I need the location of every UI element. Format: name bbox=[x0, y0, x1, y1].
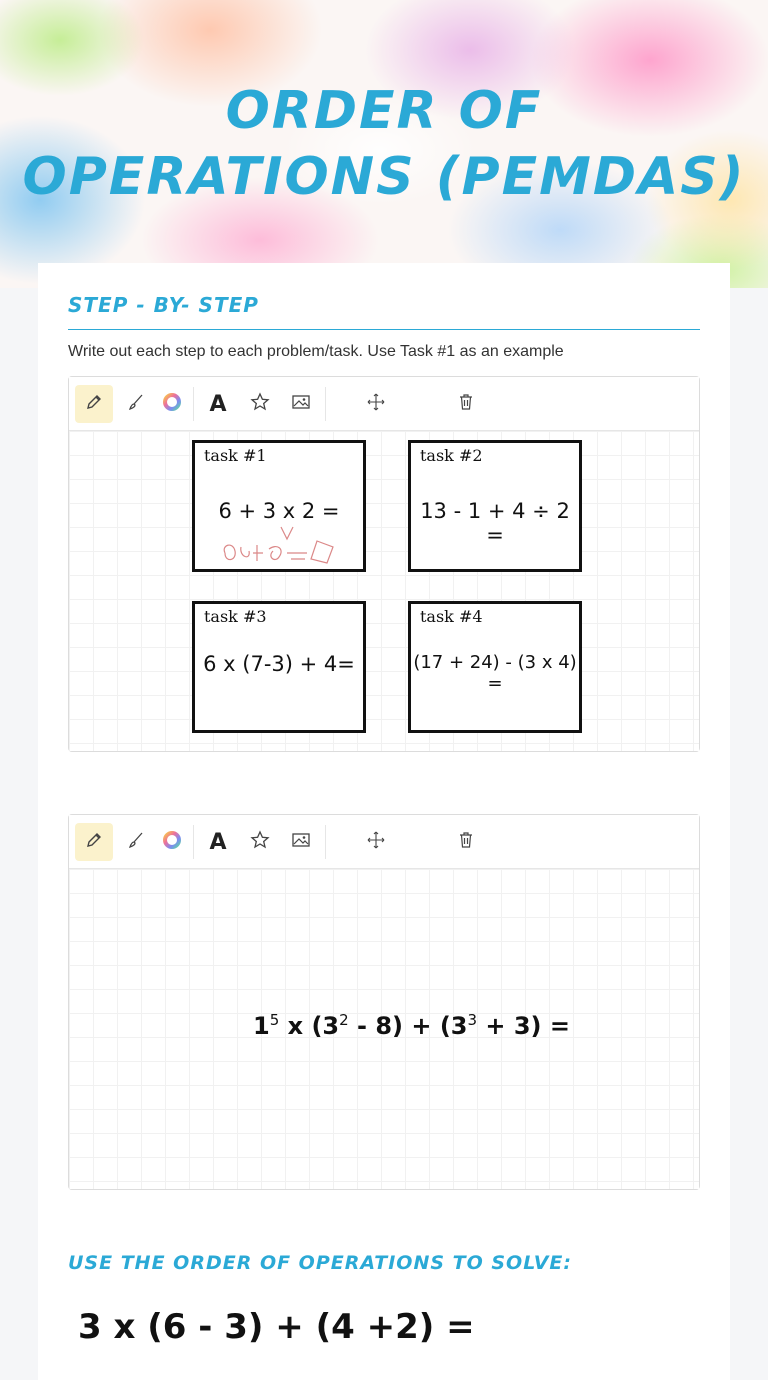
expr-exponent: 3 bbox=[467, 1011, 478, 1029]
toolbar-separator bbox=[325, 825, 326, 859]
drawing-box-exponent-problem[interactable] bbox=[68, 814, 700, 1190]
text-icon: A bbox=[209, 391, 227, 417]
header-banner bbox=[0, 0, 768, 288]
brush-tool-button[interactable] bbox=[117, 823, 155, 861]
pencil-tool-button[interactable] bbox=[75, 823, 113, 861]
task-expression: 13 - 1 + 4 ÷ 2 = bbox=[420, 499, 570, 547]
expr-part: + 3) = bbox=[477, 1012, 570, 1040]
color-tool-button[interactable] bbox=[153, 385, 191, 423]
trash-icon bbox=[457, 831, 475, 854]
task-expression: (17 + 24) - (3 x 4) = bbox=[413, 652, 577, 694]
move-icon bbox=[366, 830, 386, 855]
expr-part: - 8) + (3 bbox=[348, 1012, 468, 1040]
color-wheel-icon bbox=[162, 830, 182, 855]
task-card-3 bbox=[192, 601, 366, 733]
title-line-2: OPERATIONS (PEMDAS) bbox=[22, 147, 746, 207]
text-icon: A bbox=[209, 829, 227, 855]
worksheet-card bbox=[38, 263, 730, 1380]
section-heading-step-by-step: STEP - BY- STEP bbox=[68, 293, 259, 317]
expr-exponent: 5 bbox=[269, 1011, 280, 1029]
expr-exponent: 2 bbox=[339, 1011, 349, 1029]
task-expression: 6 + 3 x 2 = bbox=[218, 499, 340, 523]
stamp-tool-button[interactable] bbox=[241, 823, 279, 861]
trash-icon bbox=[457, 393, 475, 416]
image-icon bbox=[291, 392, 311, 417]
expr-part: 1 bbox=[253, 1012, 270, 1040]
star-icon bbox=[250, 392, 270, 417]
color-wheel-icon bbox=[162, 392, 182, 417]
task-expression: 6 x (7-3) + 4= bbox=[203, 652, 355, 676]
toolbar-separator bbox=[193, 387, 194, 421]
brush-tool-button[interactable] bbox=[117, 385, 155, 423]
text-tool-button[interactable] bbox=[199, 385, 237, 423]
delete-tool-button[interactable] bbox=[447, 385, 485, 423]
move-tool-button[interactable] bbox=[357, 385, 395, 423]
toolbar-separator bbox=[325, 387, 326, 421]
brush-icon bbox=[127, 831, 145, 854]
task-card-4 bbox=[408, 601, 582, 733]
expr-part: x (3 bbox=[279, 1012, 340, 1040]
delete-tool-button[interactable] bbox=[447, 823, 485, 861]
heading-divider bbox=[68, 329, 700, 330]
instructions-text: Write out each step to each problem/task. Use Task #1 as an example bbox=[68, 343, 564, 360]
image-tool-button[interactable] bbox=[282, 385, 320, 423]
star-icon bbox=[250, 830, 270, 855]
brush-icon bbox=[127, 393, 145, 416]
title-line-1: ORDER OF bbox=[225, 81, 543, 141]
drawing-canvas[interactable] bbox=[69, 431, 699, 751]
solve-expression: 3 x (6 - 3) + (4 +2) = bbox=[78, 1307, 475, 1347]
image-icon bbox=[291, 830, 311, 855]
section-heading-solve: USE THE ORDER OF OPERATIONS TO SOLVE: bbox=[68, 1252, 572, 1274]
task-card-2 bbox=[408, 440, 582, 572]
drawing-box-tasks[interactable] bbox=[68, 376, 700, 752]
drawing-toolbar bbox=[69, 815, 699, 869]
drawing-toolbar bbox=[69, 377, 699, 431]
move-icon bbox=[366, 392, 386, 417]
toolbar-separator bbox=[193, 825, 194, 859]
task-label: task #2 bbox=[420, 446, 483, 465]
pencil-tool-button[interactable] bbox=[75, 385, 113, 423]
text-tool-button[interactable] bbox=[199, 823, 237, 861]
image-tool-button[interactable] bbox=[282, 823, 320, 861]
task-card-1 bbox=[192, 440, 366, 572]
pencil-icon bbox=[85, 831, 103, 854]
task-label: task #1 bbox=[204, 446, 267, 465]
exponent-expression bbox=[253, 1011, 570, 1040]
handwritten-answer-scribble bbox=[221, 523, 341, 567]
task-label: task #3 bbox=[204, 607, 267, 626]
page-title bbox=[0, 78, 768, 210]
color-tool-button[interactable] bbox=[153, 823, 191, 861]
stamp-tool-button[interactable] bbox=[241, 385, 279, 423]
move-tool-button[interactable] bbox=[357, 823, 395, 861]
drawing-canvas[interactable] bbox=[69, 869, 699, 1189]
task-label: task #4 bbox=[420, 607, 483, 626]
pencil-icon bbox=[85, 393, 103, 416]
